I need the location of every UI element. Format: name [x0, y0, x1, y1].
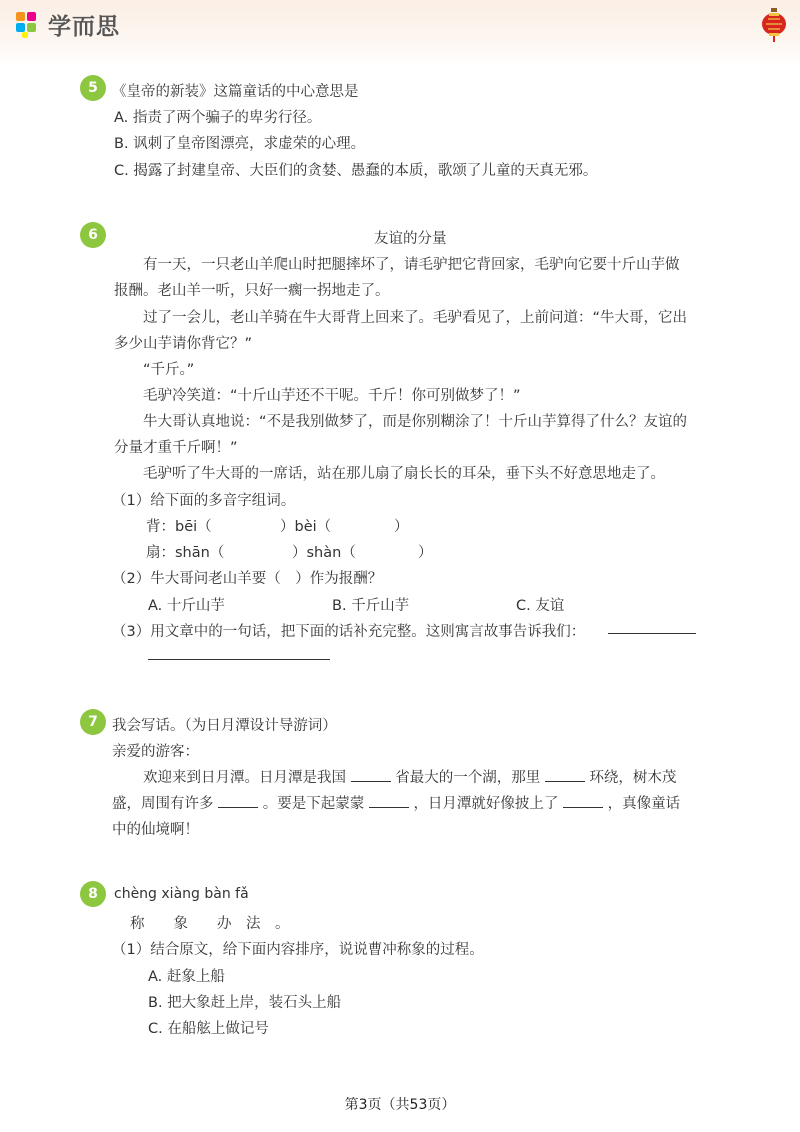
polyphone-shan-4: ）shàn（ [292, 545, 356, 561]
lantern-icon [760, 8, 788, 42]
page-number: 第3页（共53页） [344, 1097, 456, 1113]
q6-paragraph: 毛驴冷笑道：“十斤山芋还不干呢。千斤！你可别做梦了！” [143, 388, 521, 404]
question-number-5: 5 [80, 75, 106, 101]
fill-blank[interactable] [369, 793, 409, 808]
fill-blank[interactable] [545, 767, 585, 782]
q8-hanzi: 称 象 办 法 。 [130, 916, 290, 932]
polyphone-shan-1: 扇：shān（ [146, 545, 225, 561]
q5-option-b: B. 讽刺了皇帝图漂亮，求虚荣的心理。 [114, 136, 366, 152]
q7-line-1 [143, 766, 676, 787]
question-number-8: 8 [80, 881, 106, 907]
logo-icon [16, 12, 42, 38]
logo-text: 学而思 [48, 14, 120, 40]
q7-stem: 我会写话。（为日月潭设计导游词） [112, 718, 337, 734]
page-header [0, 0, 800, 66]
q5-option-a: A. 指责了两个骗子的卑劣行径。 [114, 110, 322, 126]
q6-paragraph: 过了一会儿，老山羊骑在牛大哥背上回来了。毛驴看见了，上前问道：“牛大哥，它出 [143, 310, 688, 326]
q6-paragraph: 有一天，一只老山羊爬山时把腿摔坏了，请毛驴把它背回家，毛驴向它要十斤山芋做 [143, 257, 680, 273]
q6-paragraph: 牛大哥认真地说：“不是我别做梦了，而是你别糊涂了！十斤山芋算得了什么？友谊的 [143, 414, 688, 430]
q7-text: 省最大的一个湖，那里 [395, 770, 541, 786]
fill-blank[interactable] [351, 767, 391, 782]
q6-paragraph: 报酬。老山羊一听，只好一瘸一拐地走了。 [114, 283, 390, 299]
q7-line-2 [112, 792, 680, 813]
q6-paragraph: 多少山芋请你背它？” [114, 336, 253, 352]
q7-line-3: 中的仙境啊！ [112, 822, 199, 838]
q8-subquestion-1: （1）结合原文，给下面内容排序，说说曹冲称象的过程。 [112, 942, 484, 958]
q6-option-c: C. 友谊 [516, 598, 565, 614]
q8-item-a: A. 赶象上船 [148, 969, 225, 985]
q7-text: ，真像童话 [607, 796, 681, 812]
q7-text: 。要是下起蒙蒙 [262, 796, 365, 812]
q5-stem: 《皇帝的新装》这篇童话的中心意思是 [112, 84, 359, 100]
polyphone-bei-4: ）bèi（ [280, 519, 332, 535]
answer-blank[interactable] [148, 645, 330, 660]
q7-text: 环绕，树木茂 [589, 770, 677, 786]
q7-greeting: 亲爱的游客： [112, 744, 199, 760]
q6-story-title: 友谊的分量 [374, 231, 447, 247]
q5-option-c: C. 揭露了封建皇帝、大臣们的贪婪、愚蠢的本质，歌颂了儿童的天真无邪。 [114, 163, 598, 179]
q6-subquestion-3: （3）用文章中的一句话，把下面的话补充完整。这则寓言故事告诉我们： [112, 624, 586, 640]
q6-option-b: B. 千斤山芋 [332, 598, 410, 614]
q6-paragraph: 毛驴听了牛大哥的一席话，站在那儿扇了扇长长的耳朵，垂下头不好意思地走了。 [143, 466, 665, 482]
polyphone-close: ） [418, 545, 433, 561]
question-number-6: 6 [80, 222, 106, 248]
q6-subquestion-1: （1）给下面的多音字组词。 [112, 493, 296, 509]
fill-blank[interactable] [563, 793, 603, 808]
q6-option-a: A. 十斤山芋 [148, 598, 225, 614]
q7-text: ，日月潭就好像披上了 [413, 796, 559, 812]
polyphone-bei-1: 背：bēi（ [146, 519, 212, 535]
q7-text: 盛，周围有许多 [112, 796, 214, 812]
polyphone-close: ） [394, 519, 409, 535]
q6-subquestion-2: （2）牛大哥问老山羊要（ ）作为报酬？ [112, 571, 383, 587]
q6-paragraph: 分量才重千斤啊！” [114, 440, 238, 456]
answer-blank[interactable] [608, 619, 696, 634]
question-number-7: 7 [80, 709, 106, 735]
q8-item-c: C. 在船舷上做记号 [148, 1021, 269, 1037]
q7-text: 欢迎来到日月潭。日月潭是我国 [143, 770, 346, 786]
fill-blank[interactable] [218, 793, 258, 808]
q8-item-b: B. 把大象赶上岸，装石头上船 [148, 995, 342, 1011]
q8-pinyin: chèng xiàng bàn fǎ [114, 886, 249, 902]
logo [16, 8, 120, 41]
q6-paragraph: “千斤。” [143, 362, 195, 378]
